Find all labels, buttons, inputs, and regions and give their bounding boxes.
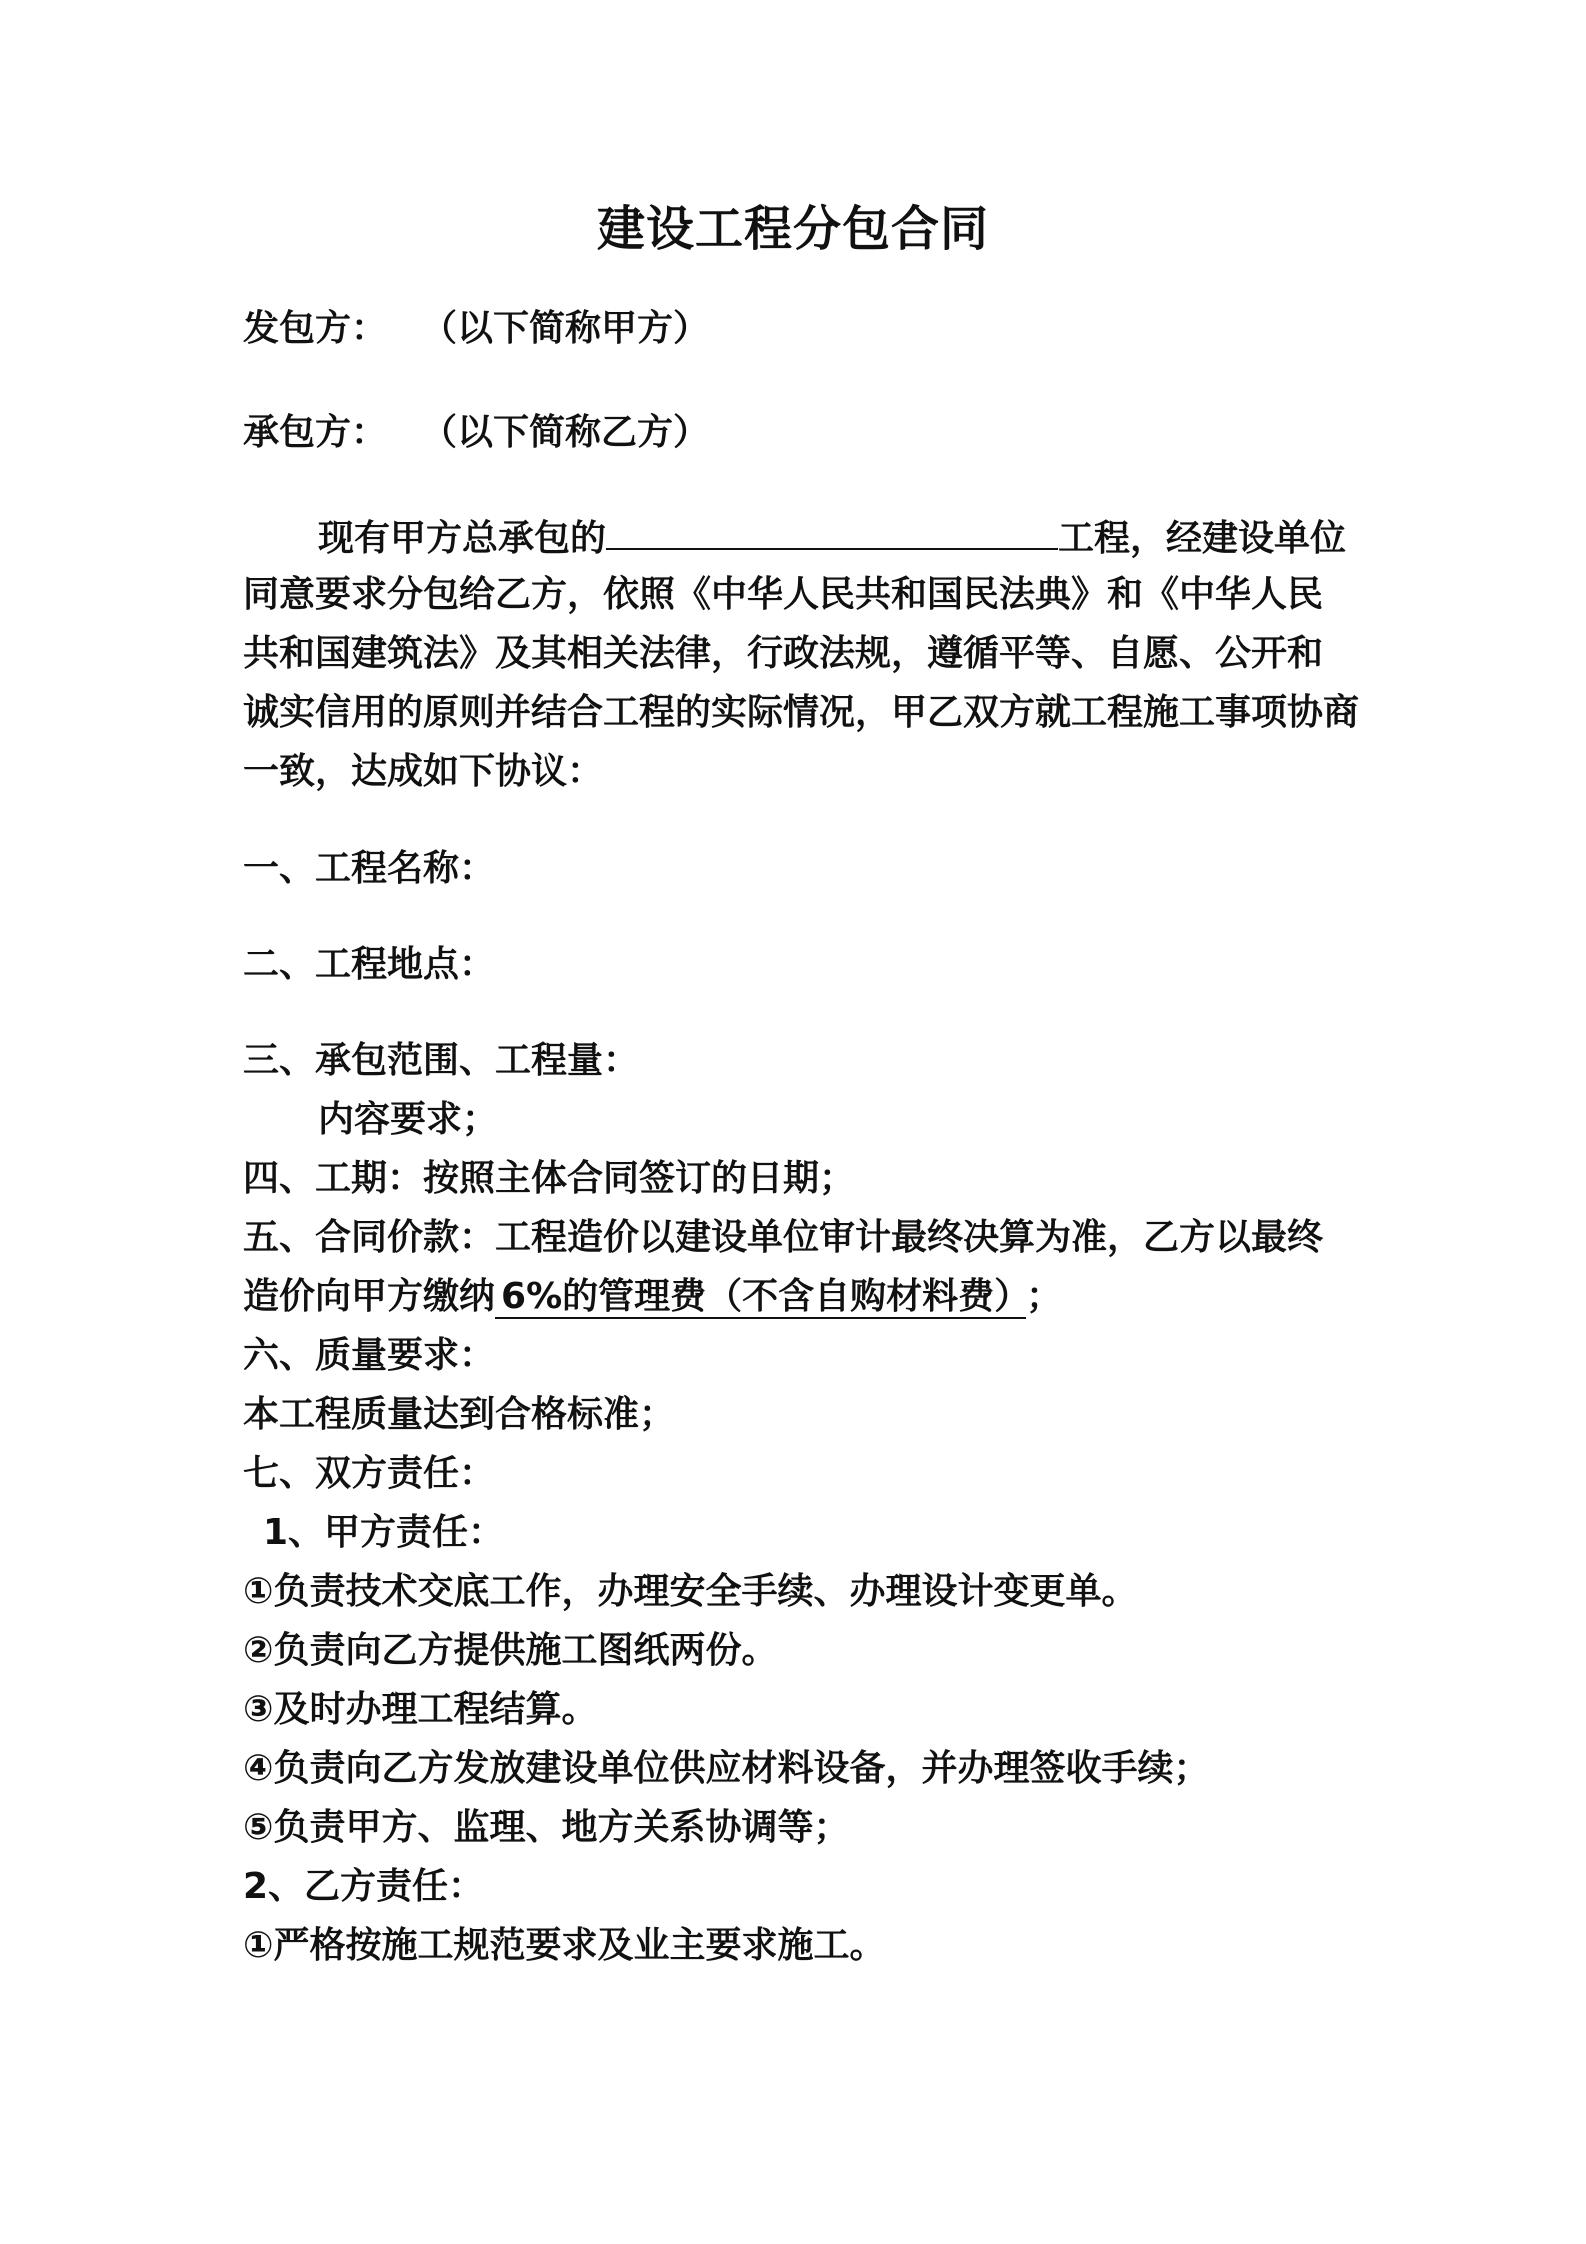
section-project-name: 一、工程名称：	[243, 848, 496, 889]
section-scope-detail: 内容要求；	[318, 1099, 499, 1140]
section-quality-detail: 本工程质量达到合格标准；	[243, 1394, 676, 1435]
section-price-line-1: 五、合同价款：工程造价以建设单位审计最终决算为准，乙方以最终	[243, 1217, 1324, 1258]
management-fee: 6%的管理费（不含自购材料费）	[495, 1276, 1026, 1319]
section-scope: 三、承包范围、工程量：	[243, 1040, 640, 1081]
party-b-item: ①严格按施工规范要求及业主要求施工。	[243, 1925, 886, 1966]
section-price-line-2	[243, 1268, 1062, 1326]
party-a-item: ④负责向乙方发放建设单位供应材料设备，并办理签收手续；	[243, 1748, 1210, 1789]
preamble-text: 工程，经建设单位	[1058, 518, 1347, 559]
preamble-line-3: 共和国建筑法》及其相关法律，行政法规，遵循平等、自愿、公开和	[243, 633, 1324, 674]
price-text: 造价向甲方缴纳	[243, 1276, 496, 1317]
preamble-line-4: 诚实信用的原则并结合工程的实际情况，甲乙双方就工程施工事项协商	[243, 692, 1360, 733]
preamble-line-2: 同意要求分包给乙方，依照《中华人民共和国民法典》和《中华人民	[243, 574, 1324, 615]
contractor-label: 发包方：	[243, 308, 388, 349]
contractor-line	[243, 300, 709, 358]
section-duration: 四、工期：按照主体合同签订的日期；	[243, 1158, 856, 1199]
subcontractor-note: （以下简称乙方）	[421, 412, 710, 453]
section-responsibilities: 七、双方责任：	[243, 1453, 496, 1494]
section-quality: 六、质量要求：	[243, 1335, 496, 1376]
preamble-text: 现有甲方总承包的	[318, 518, 607, 559]
subcontractor-line	[243, 404, 709, 462]
subcontractor-label: 承包方：	[243, 412, 388, 453]
project-name-blank	[606, 508, 1058, 550]
section-project-location: 二、工程地点：	[243, 944, 496, 985]
preamble-line-1	[318, 508, 1346, 568]
party-a-item: ⑤负责甲方、监理、地方关系协调等；	[243, 1807, 850, 1848]
party-a-responsibilities: 1、甲方责任：	[263, 1512, 505, 1553]
preamble-line-5: 一致，达成如下协议：	[243, 751, 604, 792]
party-a-item: ①负责技术交底工作，办理安全手续、办理设计变更单。	[243, 1571, 1138, 1612]
contractor-note: （以下简称甲方）	[421, 308, 710, 349]
party-b-responsibilities: 2、乙方责任：	[243, 1866, 485, 1907]
document-title: 建设工程分包合同	[596, 201, 989, 257]
party-a-item: ②负责向乙方提供施工图纸两份。	[243, 1630, 778, 1671]
party-a-item: ③及时办理工程结算。	[243, 1689, 598, 1730]
price-text: ；	[1026, 1276, 1063, 1317]
